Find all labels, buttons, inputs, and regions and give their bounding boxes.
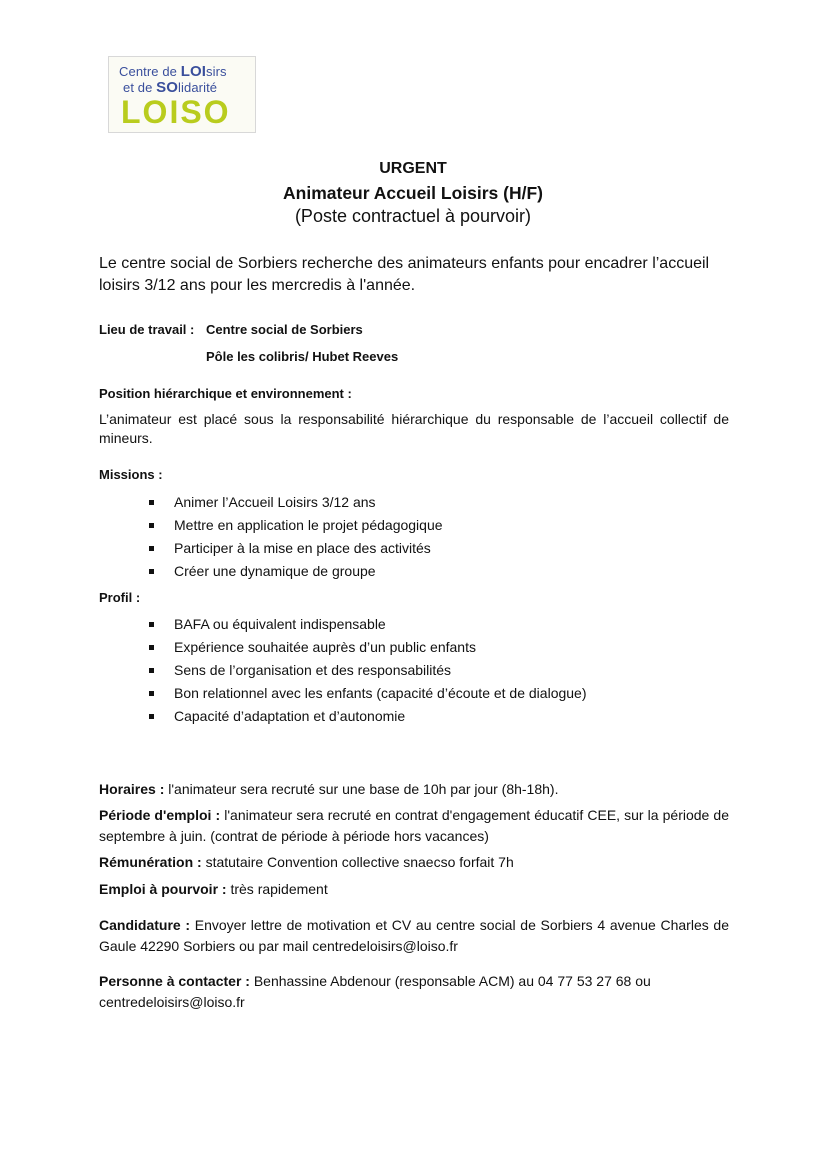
- position-label: Position hiérarchique et environnement :: [99, 386, 352, 401]
- list-item: Expérience souhaitée auprès d’un public enfants: [148, 636, 587, 659]
- list-item: BAFA ou équivalent indispensable: [148, 613, 587, 636]
- bullet-icon: [149, 714, 154, 719]
- list-item: Participer à la mise en place des activités: [148, 537, 443, 560]
- bullet-icon: [149, 645, 154, 650]
- list-item: Sens de l’organisation et des responsabilités: [148, 659, 587, 682]
- profil-label: Profil :: [99, 590, 141, 605]
- logo: [108, 56, 256, 133]
- position-text: L’animateur est placé sous la responsabilité hiérarchique du responsable de l’accueil collectif de mineurs.: [99, 411, 729, 446]
- logo-line-2: et de SOlidarité: [123, 79, 218, 96]
- periode-paragraph: Période d'emploi : l'animateur sera recruté en contrat d'engagement éducatif CEE, sur la période de septembre à juin. (contrat de période à période hors vacances): [99, 807, 730, 844]
- candidature-paragraph: Candidature : Envoyer lettre de motivation et CV au centre social de Sorbiers 4 avenue Charles de Gaule 42290 Sorbiers ou par mail centredeloisirs@loiso.fr: [99, 917, 729, 954]
- contact-paragraph: Personne à contacter : Benhassine Abdenour (responsable ACM) au 04 77 53 27 68 ou centredeloisirs@loiso.fr: [99, 973, 651, 1010]
- logo-wordmark: LOISO: [121, 94, 231, 130]
- lieu-line-2: Pôle les colibris/ Hubet Reeves: [206, 349, 399, 364]
- list-item: Bon relationnel avec les enfants (capacité d’écoute et de dialogue): [148, 682, 587, 705]
- bullet-icon: [149, 569, 154, 574]
- lieu-line-1: Centre social de Sorbiers: [206, 322, 363, 337]
- horaires-paragraph: Horaires : l'animateur sera recruté sur une base de 10h par jour (8h-18h).: [99, 781, 559, 797]
- list-item: Mettre en application le projet pédagogique: [148, 514, 443, 537]
- lieu-label: Lieu de travail :: [99, 322, 195, 337]
- urgent-heading: URGENT: [379, 160, 447, 177]
- job-subtitle: (Poste contractuel à pourvoir): [294, 206, 532, 226]
- bullet-icon: [149, 546, 154, 551]
- job-title: Animateur Accueil Loisirs (H/F): [283, 183, 543, 203]
- logo-line-1: Centre de LOIsirs: [119, 63, 227, 80]
- emploi-paragraph: Emploi à pourvoir : très rapidement: [99, 881, 328, 897]
- profil-list: [148, 613, 587, 728]
- list-item: Capacité d’adaptation et d’autonomie: [148, 705, 587, 728]
- list-item: Créer une dynamique de groupe: [148, 560, 443, 583]
- bullet-icon: [149, 668, 154, 673]
- list-item: Animer l’Accueil Loisirs 3/12 ans: [148, 491, 443, 514]
- bullet-icon: [149, 622, 154, 627]
- missions-list: [148, 491, 443, 583]
- missions-label: Missions :: [99, 467, 163, 482]
- intro-paragraph: Le centre social de Sorbiers recherche des animateurs enfants pour encadrer l’accueil loisirs 3/12 ans pour les mercredis à l'année.: [99, 255, 710, 294]
- remuneration-paragraph: Rémunération : statutaire Convention collective snaecso forfait 7h: [99, 854, 514, 870]
- bullet-icon: [149, 500, 154, 505]
- bullet-icon: [149, 691, 154, 696]
- bullet-icon: [149, 523, 154, 528]
